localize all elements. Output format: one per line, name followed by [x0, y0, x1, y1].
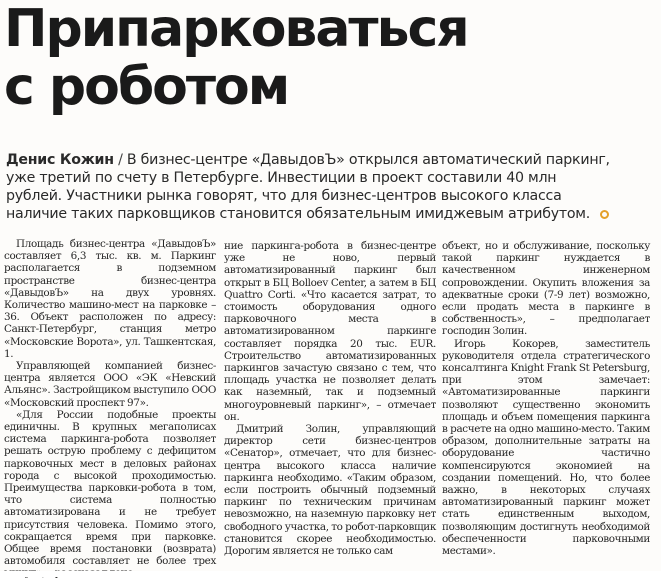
- paragraph: Игорь Кокорев, заместитель руководителя отдела стратегического консалтинга Knight Frank St Petersburg, при этом замечает: «Автоматизированные паркинги позволяют существенно экономить площадь и объем помещения паркинга в расчете на одно машино-место. Таким образом, дополнительные затраты на оборудование частично компенсируются экономией на создании помещений. Но, что более важно, в некоторых случаях автоматизированный паркинг может стать единственным выходом, позволяющим достигнуть необходимой обеспеченности парковочными местами».: [442, 337, 650, 558]
- paragraph: «Для России подобные проекты единичны. В крупных мегаполисах система паркинга-робота позволяет решать острую проблему с дефицитом парковочных мест в деловых районах города с высокой проходимостью. Преимущества парковки-робота в том, что система полностью автоматизирована и не требует присутствия человека. Помимо этого, сокращается время при парковке. Общее время постановки (возврата) автомобиля составляет не более трех: [4, 408, 216, 568]
- end-mark-icon: [600, 210, 609, 219]
- article-column-2: [224, 240, 436, 557]
- author-separator: /: [113, 152, 127, 168]
- headline-line-1: Припарковаться: [4, 0, 468, 59]
- headline-line-2: с роботом: [4, 57, 289, 117]
- lead-text: В бизнес-центре «ДавыдовЪ» открылся автоматический паркинг, уже третий по счету в Петербурге. Инвестиции в проект составили 40 млн рублей. Участники рынка говорят, что для бизнес-центров высокого класса наличие таких парковщиков становится обязательным имиджевым атрибутом.: [6, 152, 610, 222]
- paragraph: ние паркинга-робота в бизнес-центре уже не ново, первый автоматизированный паркинг был открыт в БЦ Bolloev Center, а затем в БЦ Quattro Corti. «Что касается затрат, то стоимость оборудования одного парковочного места в автоматизированном паркинге составляет порядка 20 тыс. EUR. Строительство автоматизированных паркингов зачастую связано с тем, что площадь участка не позволяет делать как наземный, так и подземный многоуровневый паркинг», – отмечает он.: [224, 240, 436, 423]
- author-name: Денис Кожин: [6, 152, 114, 168]
- article-headline: [4, 0, 654, 116]
- paragraph: Дмитрий Золин, управляющий директор сети бизнес-центров «Сенатор», отмечает, что для бизнес-центра высокого класса наличие паркинга необходимо. «Таким образом, если построить обычный подземный паркинг по техническим причинам невозможно, на наземную парковку нет свободного участка, то робот-парковщик становится скорее необходимостью. Дорогим является не только сам: [224, 423, 436, 558]
- article-column-3: [442, 240, 650, 557]
- paragraph: объект, но и обслуживание, поскольку такой паркинг нуждается в качественном инженерном сопровождении. Окупить вложения за адекватные сроки (7-9 лет) возможно, если продать места в паркинге в собственность», – предполагает господин Золин.: [442, 240, 650, 338]
- paragraph: Управляющей компанией бизнес-центра является ООО «ЭК «Невский Альянс». Застройщиком выступило ООО «Московский проспект 97».: [4, 360, 216, 409]
- article-lead: [6, 151, 616, 223]
- article-column-1: [4, 238, 216, 580]
- paragraph: Площадь бизнес-центра «ДавыдовЪ» составляет 6,3 тыс. кв. м. Паркинг располагается в подземном пространстве бизнес-центра «ДавыдовЪ» на двух уровнях. Количество машино-мест на парковке – 36. Объект расположен по адресу: Санкт-Петербург, станция метро «Московские Ворота», ул. Ташкентская, 1.: [4, 238, 216, 360]
- scan-bottom-edge: [0, 571, 661, 577]
